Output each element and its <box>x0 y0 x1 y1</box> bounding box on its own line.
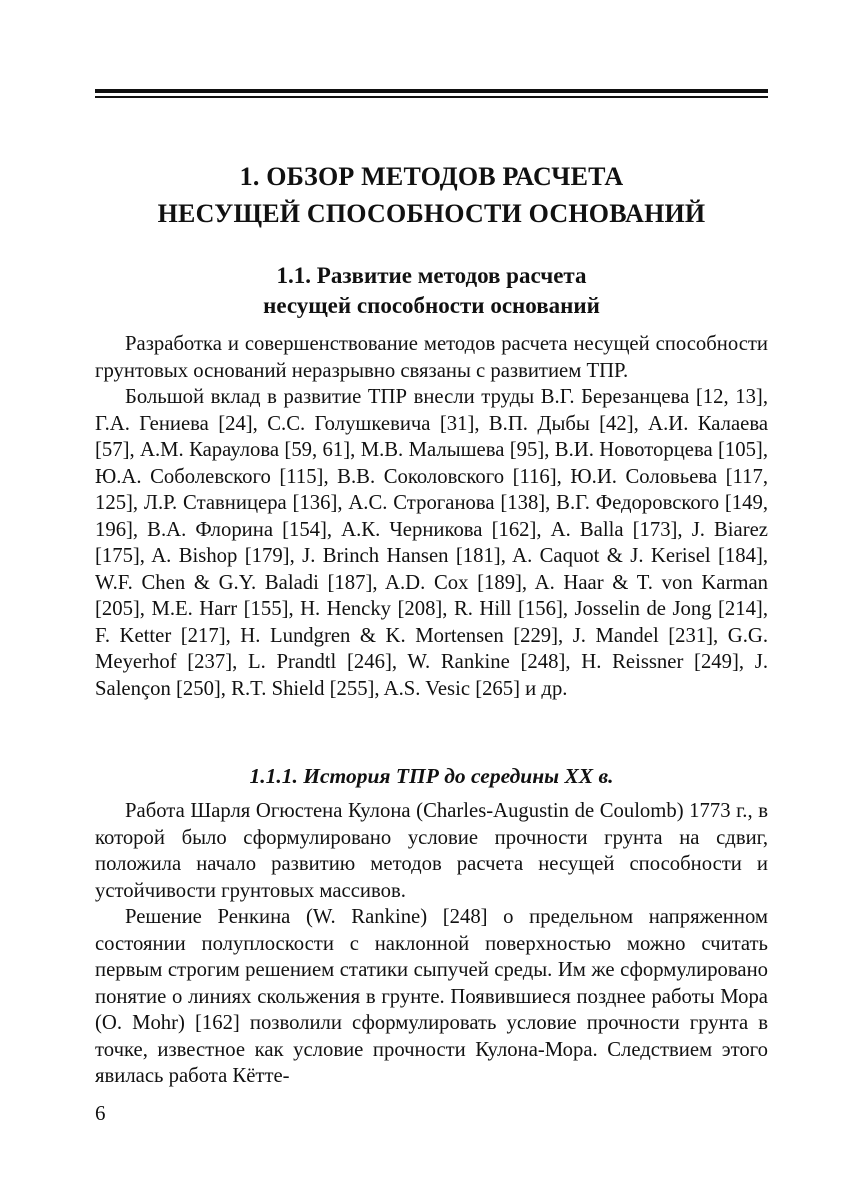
paragraph: Большой вклад в развитие ТПР внесли труды В.Г. Березанцева [12, 13], Г.А. Гениева [24], С.С. Голушкевича [31], В.П. Дыбы [42], А.И. Калаева [57], А.М. Караулова [59, 61], М.В. Малышева [95], В.И. Новоторцева [105], Ю.А. Соболевского [115], В.В. Соколовского [116], Ю.И. Соловьева [117, 125], Л.Р. Ставницера [136], А.С. Строганова [138], В.Г. Федоровского [149, 196], В.А. Флорина [154], А.К. Черникова [162], A. Balla [173], J. Biarez [175], A. Bishop [179], J. Brinch Hansen [181], A. Caquot & J. Kerisel [184], W.F. Chen & G.Y. Baladi [187], A.D. Cox [189], A. Haar & T. von Karman [205], M.E. Harr [155], H. Hencky [208], R. Hill [156], Josselin de Jong [214], F. Ketter [217], H. Lundgren & K. Mortensen [229], J. Mandel [231], G.G. Meyerhof [237], L. Prandtl [246], W. Rankine [248], H. Reissner [249], J. Salençon [250], R.T. Shield [255], A.S. Vesic [265] и др. <box>95 386 768 700</box>
body-text-1 <box>95 331 768 702</box>
chapter-title <box>95 158 768 232</box>
page-number: 6 <box>95 1101 106 1125</box>
paragraph: Решение Ренкина (W. Rankine) [248] о предельном напряженном состоянии полуплоскости с наклонной поверхностью можно считать первым строгим решением статики сыпучей среды. Им же сформулировано понятие о линиях скольжения в грунте. Появившиеся позднее работы Мора (O. Mohr) [162] позволили сформулировать условие прочности грунта в точке, известное как условие прочности Кулона-Мора. Следствием этого явилась работа Кётте- <box>95 906 768 1087</box>
section-title-text: 1.1. Развитие методов расчета несущей способности оснований <box>263 263 600 318</box>
header-rule-thin <box>95 96 768 98</box>
paragraph: Работа Шарля Огюстена Кулона (Charles-Augustin de Coulomb) 1773 г., в которой было сформулировано условие прочности грунта на сдвиг, положила начало развитию методов расчета несущей способности и устойчивости грунтовых массивов. <box>95 800 768 902</box>
section-title <box>95 261 768 321</box>
body-text-2 <box>95 798 768 1090</box>
subsection-title: 1.1.1. История ТПР до середины XX в. <box>249 764 614 788</box>
header-rule-thick <box>95 89 768 93</box>
paragraph: Разработка и совершенствование методов расчета несущей способности грунтовых оснований неразрывно связаны с развитием ТПР. <box>95 333 768 382</box>
chapter-title-text: 1. ОБЗОР МЕТОДОВ РАСЧЕТА НЕСУЩЕЙ СПОСОБНОСТИ ОСНОВАНИЙ <box>157 162 706 228</box>
